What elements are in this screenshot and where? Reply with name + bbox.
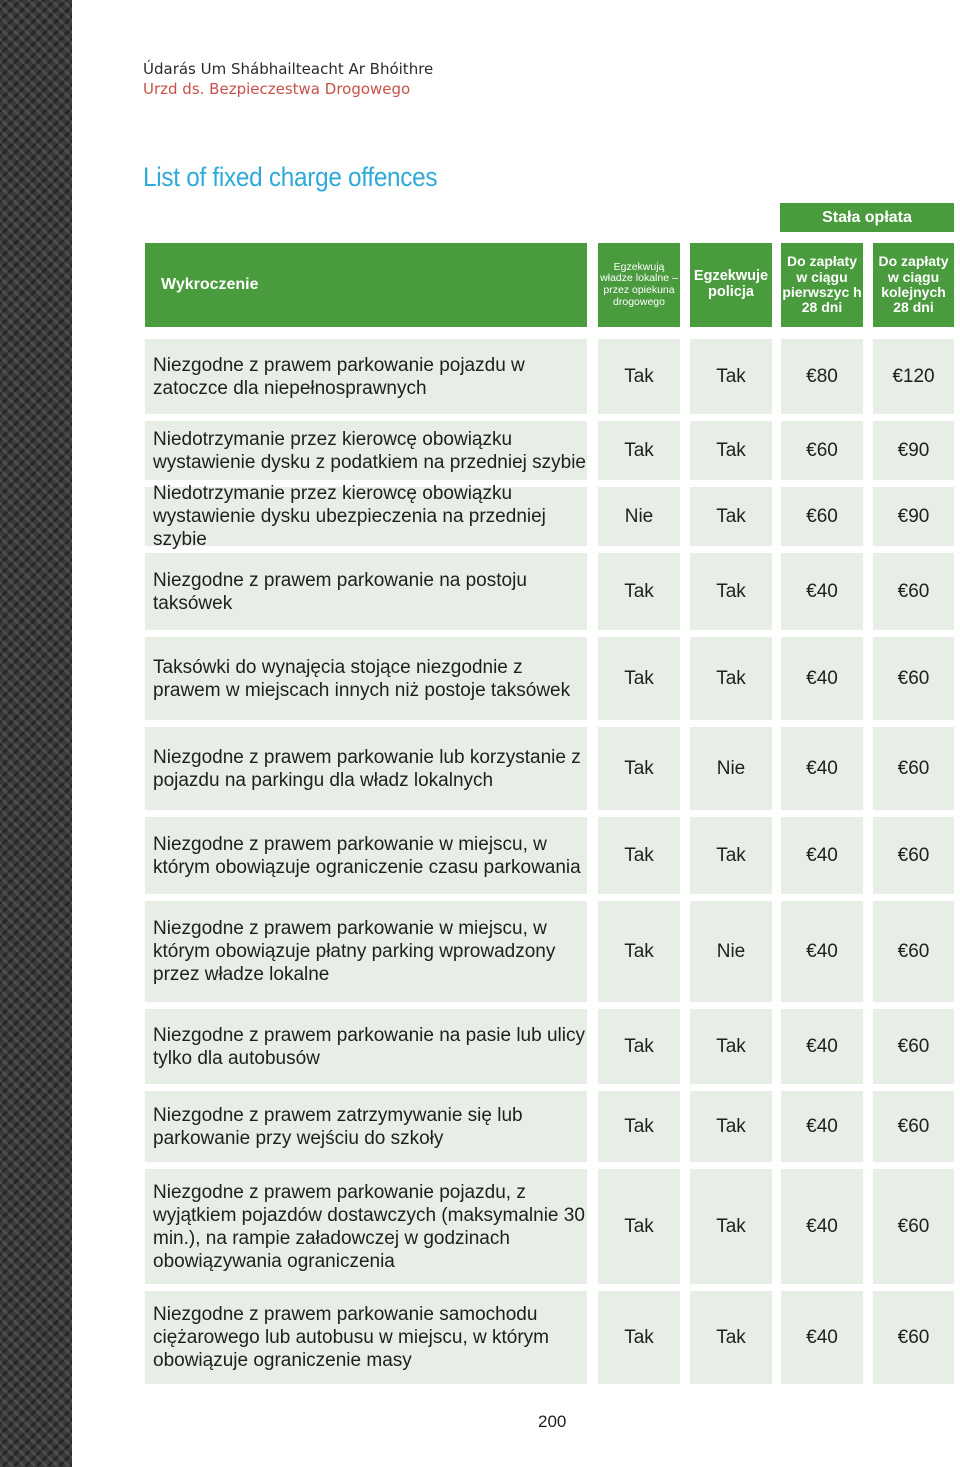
- first-28-days-cell: €60: [781, 487, 863, 546]
- police-enforcement-cell: Tak: [690, 1169, 772, 1284]
- police-enforcement-cell: Tak: [690, 1291, 772, 1384]
- next-28-days-cell: €60: [873, 1291, 954, 1384]
- column-header-offence: Wykroczenie: [145, 243, 587, 327]
- local-enforcement-cell: Tak: [598, 1291, 680, 1384]
- local-enforcement-cell: Tak: [598, 421, 680, 480]
- next-28-days-cell: €60: [873, 1169, 954, 1284]
- offence-cell: Taksówki do wynajęcia stojące niezgodnie z prawem w miejscach innych niż postoje taksówek: [145, 637, 587, 720]
- police-enforcement-cell: Tak: [690, 421, 772, 480]
- first-28-days-cell: €40: [781, 727, 863, 810]
- offence-cell: Niezgodne z prawem parkowanie w miejscu, w którym obowiązuje ograniczenie czasu parkowania: [145, 817, 587, 894]
- police-enforcement-cell: Tak: [690, 487, 772, 546]
- next-28-days-cell: €60: [873, 1009, 954, 1084]
- first-28-days-cell: €40: [781, 637, 863, 720]
- police-enforcement-cell: Nie: [690, 901, 772, 1002]
- next-28-days-cell: €60: [873, 1091, 954, 1162]
- offence-cell: Niedotrzymanie przez kierowcę obowiązku wystawienie dysku z podatkiem na przedniej szybie: [145, 421, 587, 480]
- first-28-days-cell: €40: [781, 553, 863, 630]
- next-28-days-cell: €60: [873, 637, 954, 720]
- next-28-days-cell: €60: [873, 553, 954, 630]
- column-header-next-28-days: Do zapłaty w ciągu kolejnych 28 dni: [873, 243, 954, 327]
- offence-cell: Niezgodne z prawem parkowanie lub korzystanie z pojazdu na parkingu dla władz lokalnych: [145, 727, 587, 810]
- org-name-polish: Urzd ds. Bezpieczestwa Drogowego: [143, 80, 411, 98]
- local-enforcement-cell: Tak: [598, 727, 680, 810]
- first-28-days-cell: €40: [781, 817, 863, 894]
- local-enforcement-cell: Nie: [598, 487, 680, 546]
- first-28-days-cell: €40: [781, 901, 863, 1002]
- next-28-days-cell: €60: [873, 817, 954, 894]
- first-28-days-cell: €40: [781, 1009, 863, 1084]
- offence-cell: Niezgodne z prawem parkowanie w miejscu, w którym obowiązuje płatny parking wprowadzony przez władze lokalne: [145, 901, 587, 1002]
- offence-cell: Niezgodne z prawem parkowanie pojazdu, z wyjątkiem pojazdów dostawczych (maksymalnie 30 min.), na rampie załadowczej w godzinach obowiązywania ograniczenia: [145, 1169, 587, 1284]
- next-28-days-cell: €60: [873, 727, 954, 810]
- org-name-irish: Údarás Um Shábhailteacht Ar Bhóithre: [143, 60, 434, 78]
- local-enforcement-cell: Tak: [598, 339, 680, 414]
- offence-cell: Niezgodne z prawem parkowanie na pasie lub ulicy tylko dla autobusów: [145, 1009, 587, 1084]
- police-enforcement-cell: Tak: [690, 637, 772, 720]
- local-enforcement-cell: Tak: [598, 637, 680, 720]
- police-enforcement-cell: Nie: [690, 727, 772, 810]
- local-enforcement-cell: Tak: [598, 1169, 680, 1284]
- first-28-days-cell: €40: [781, 1091, 863, 1162]
- column-header-police: Egzekwuje policja: [690, 243, 772, 327]
- column-header-local-authority: Egzekwują władze lokalne – przez opiekuna drogowego: [598, 243, 680, 327]
- offence-cell: Niedotrzymanie przez kierowcę obowiązku wystawienie dysku ubezpieczenia na przedniej szybie: [145, 487, 587, 546]
- offence-cell: Niezgodne z prawem zatrzymywanie się lub parkowanie przy wejściu do szkoły: [145, 1091, 587, 1162]
- police-enforcement-cell: Tak: [690, 1009, 772, 1084]
- offence-cell: Niezgodne z prawem parkowanie na postoju taksówek: [145, 553, 587, 630]
- local-enforcement-cell: Tak: [598, 901, 680, 1002]
- group-header-fixed-charge: Stała opłata: [780, 203, 954, 232]
- decorative-side-stripe: [0, 0, 72, 1467]
- first-28-days-cell: €40: [781, 1291, 863, 1384]
- next-28-days-cell: €60: [873, 901, 954, 1002]
- first-28-days-cell: €60: [781, 421, 863, 480]
- police-enforcement-cell: Tak: [690, 817, 772, 894]
- local-enforcement-cell: Tak: [598, 1009, 680, 1084]
- next-28-days-cell: €90: [873, 421, 954, 480]
- page-title: List of fixed charge offences: [143, 162, 438, 192]
- next-28-days-cell: €120: [873, 339, 954, 414]
- first-28-days-cell: €40: [781, 1169, 863, 1284]
- next-28-days-cell: €90: [873, 487, 954, 546]
- local-enforcement-cell: Tak: [598, 817, 680, 894]
- offence-cell: Niezgodne z prawem parkowanie samochodu ciężarowego lub autobusu w miejscu, w którym obowiązuje ograniczenie masy: [145, 1291, 587, 1384]
- local-enforcement-cell: Tak: [598, 553, 680, 630]
- police-enforcement-cell: Tak: [690, 1091, 772, 1162]
- first-28-days-cell: €80: [781, 339, 863, 414]
- police-enforcement-cell: Tak: [690, 553, 772, 630]
- page-number: 200: [538, 1412, 567, 1431]
- offence-cell: Niezgodne z prawem parkowanie pojazdu w zatoczce dla niepełnosprawnych: [145, 339, 587, 414]
- police-enforcement-cell: Tak: [690, 339, 772, 414]
- local-enforcement-cell: Tak: [598, 1091, 680, 1162]
- column-header-first-28-days: Do zapłaty w ciągu pierwszyc h 28 dni: [781, 243, 863, 327]
